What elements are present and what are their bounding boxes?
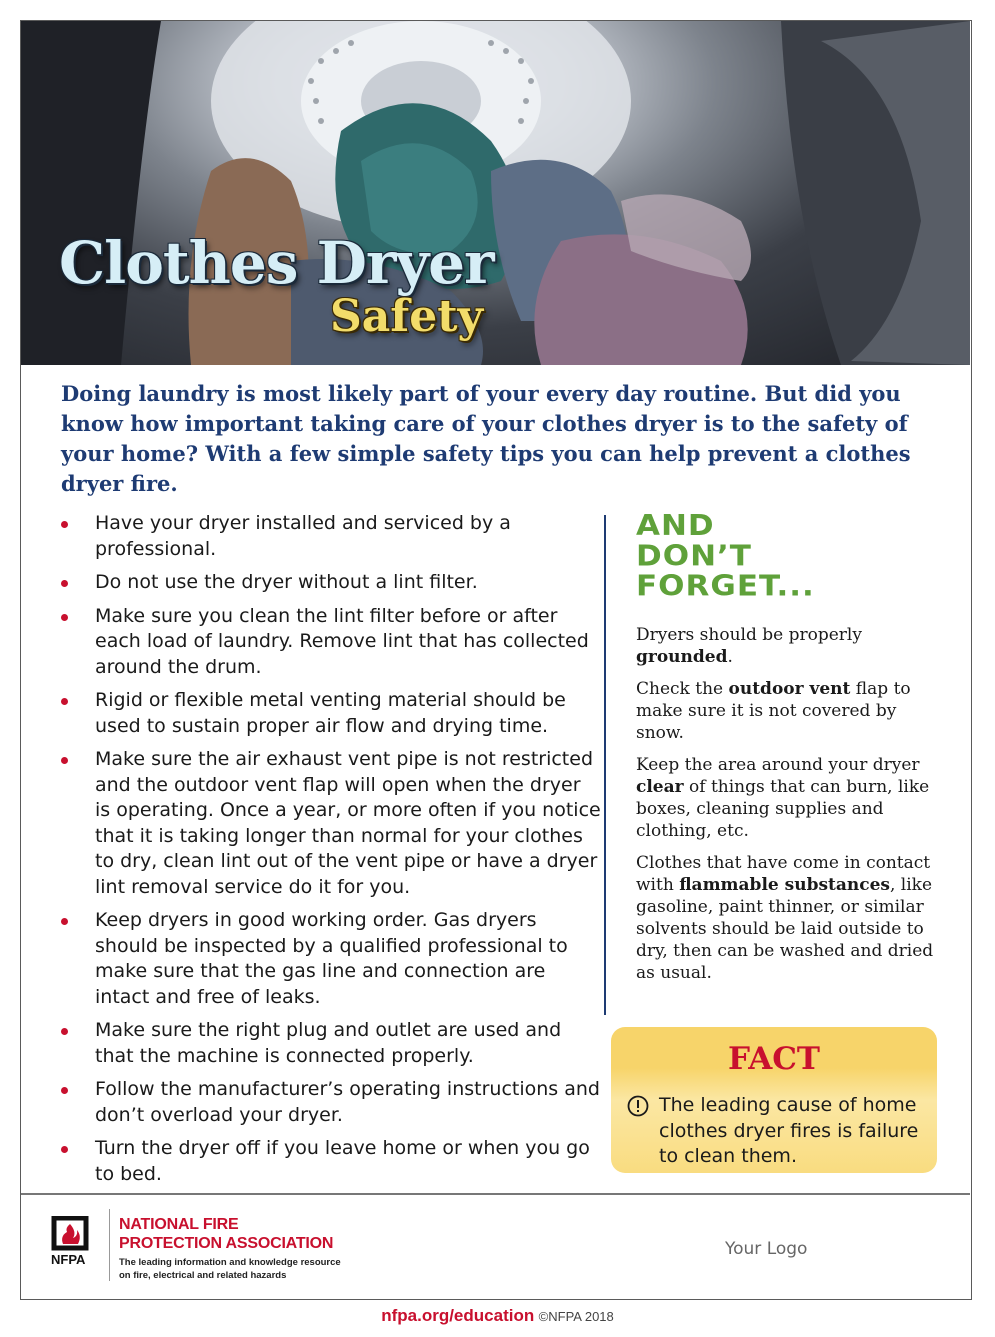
dryer-photo (21, 21, 970, 365)
bullet-icon (61, 698, 68, 705)
safety-tip-text: Keep dryers in good working order. Gas dryers should be inspected by a qualified professional to make sure that the gas line and connection are intact and free of leaks. (95, 909, 568, 1008)
your-logo-placeholder: Your Logo (725, 1239, 808, 1259)
bullet-icon (61, 1146, 68, 1153)
dont-forget-heading-line: FORGET... (636, 569, 815, 603)
page-frame (20, 20, 972, 1300)
organization-name-line: NATIONAL FIRE (119, 1216, 239, 1233)
safety-tip-item (61, 747, 601, 900)
tip-text: , like gasoline, paint thinner, or similar solvents should be laid outside to dry, then can be washed and dried as usual. (636, 875, 934, 983)
page-title: Clothes Dryer (59, 229, 494, 297)
dont-forget-tip (636, 754, 936, 842)
nfpa-logo (51, 1216, 101, 1268)
organization-name (119, 1215, 333, 1253)
safety-tip-item (61, 1077, 601, 1128)
safety-tip-item (61, 604, 601, 681)
exclamation-circle-icon (627, 1095, 649, 1117)
safety-tip-item (61, 570, 601, 596)
safety-tip-text: Follow the manufacturer’s operating instructions and don’t overload your dryer. (95, 1078, 600, 1126)
tip-text: of things that can burn, like boxes, cleaning supplies and clothing, etc. (636, 777, 930, 841)
bullet-icon (61, 1087, 68, 1094)
footer-url-line (0, 1306, 995, 1326)
tip-text: Dryers should be properly (636, 625, 862, 645)
hero-image (21, 21, 970, 365)
education-link[interactable]: nfpa.org/education (381, 1306, 535, 1325)
tip-emphasis: outdoor vent (728, 679, 851, 699)
tip-text: Keep the area around your dryer (636, 755, 920, 775)
dont-forget-sidebar (636, 511, 936, 994)
safety-tip-item (61, 908, 601, 1010)
column-divider (604, 515, 606, 1015)
tip-text: flap to make sure it is not covered by snow. (636, 679, 911, 743)
safety-tip-text: Make sure you clean the lint filter before or after each load of laundry. Remove lint that has collected around the drum. (95, 604, 589, 678)
dont-forget-heading (636, 511, 936, 602)
page-subtitle: Safety (330, 291, 484, 342)
fact-box (611, 1027, 937, 1173)
safety-tips-list (61, 511, 601, 1195)
bullet-icon (61, 580, 68, 587)
organization-tagline-line: on fire, electrical and related hazards (119, 1269, 287, 1281)
safety-tip-text: Make sure the right plug and outlet are used and that the machine is connected properly. (95, 1019, 562, 1067)
organization-name-line: PROTECTION ASSOCIATION (119, 1235, 334, 1252)
intro-paragraph: Doing laundry is most likely part of your every day routine. But did you know how important taking care of your clothes dryer is to the safety of your home? With a few simple safety tips you can help prevent a clothes dryer fire. (61, 381, 911, 496)
safety-tip-item (61, 1136, 601, 1187)
safety-tip-item (61, 511, 601, 562)
safety-tip-text: Turn the dryer off if you leave home or when you go to bed. (95, 1137, 590, 1185)
organization-tagline-line: The leading information and knowledge resource (119, 1257, 341, 1268)
safety-tip-item (61, 1018, 601, 1069)
fact-text: The leading cause of home clothes dryer fires is failure to clean them. (659, 1094, 919, 1167)
bullet-icon (61, 757, 68, 764)
fact-title: FACT (728, 1041, 820, 1077)
dont-forget-heading-line: AND (636, 509, 715, 543)
dont-forget-tip (636, 852, 936, 984)
bullet-icon (61, 614, 68, 621)
tip-text: Clothes that have come in contact with (636, 853, 931, 895)
copyright: ©NFPA 2018 (538, 1309, 614, 1324)
safety-tip-item (61, 688, 601, 739)
safety-tip-text: Rigid or flexible metal venting material should be used to sustain proper air flow and drying time. (95, 689, 566, 737)
organization-tagline (119, 1257, 359, 1282)
tip-text: Check the (636, 679, 729, 699)
tip-text: . (727, 647, 733, 667)
dont-forget-tips (636, 624, 936, 984)
dont-forget-heading-line: DON’T (636, 539, 752, 573)
safety-tip-text: Do not use the dryer without a lint filter. (95, 571, 478, 593)
tip-emphasis: flammable substances (679, 875, 890, 895)
safety-tip-text: Make sure the air exhaust vent pipe is not restricted and the outdoor vent flap will open when the dryer is operating. Once a year, or more often if you notice that it is taking longer than normal for your clothes to dry, clean lint out of the vent pipe or have a dryer lint removal service do it for you. (95, 748, 601, 898)
bullet-icon (61, 1028, 68, 1035)
tip-emphasis: grounded (636, 647, 728, 667)
bullet-icon (61, 521, 68, 528)
nfpa-logo-text: NFPA (51, 1252, 86, 1267)
logo-divider (109, 1209, 110, 1281)
safety-tip-text: Have your dryer installed and serviced by a professional. (95, 512, 511, 560)
bullet-icon (61, 918, 68, 925)
tip-emphasis: clear (636, 777, 684, 797)
dont-forget-tip (636, 678, 936, 744)
dont-forget-tip (636, 624, 936, 668)
footer-divider (21, 1193, 970, 1195)
